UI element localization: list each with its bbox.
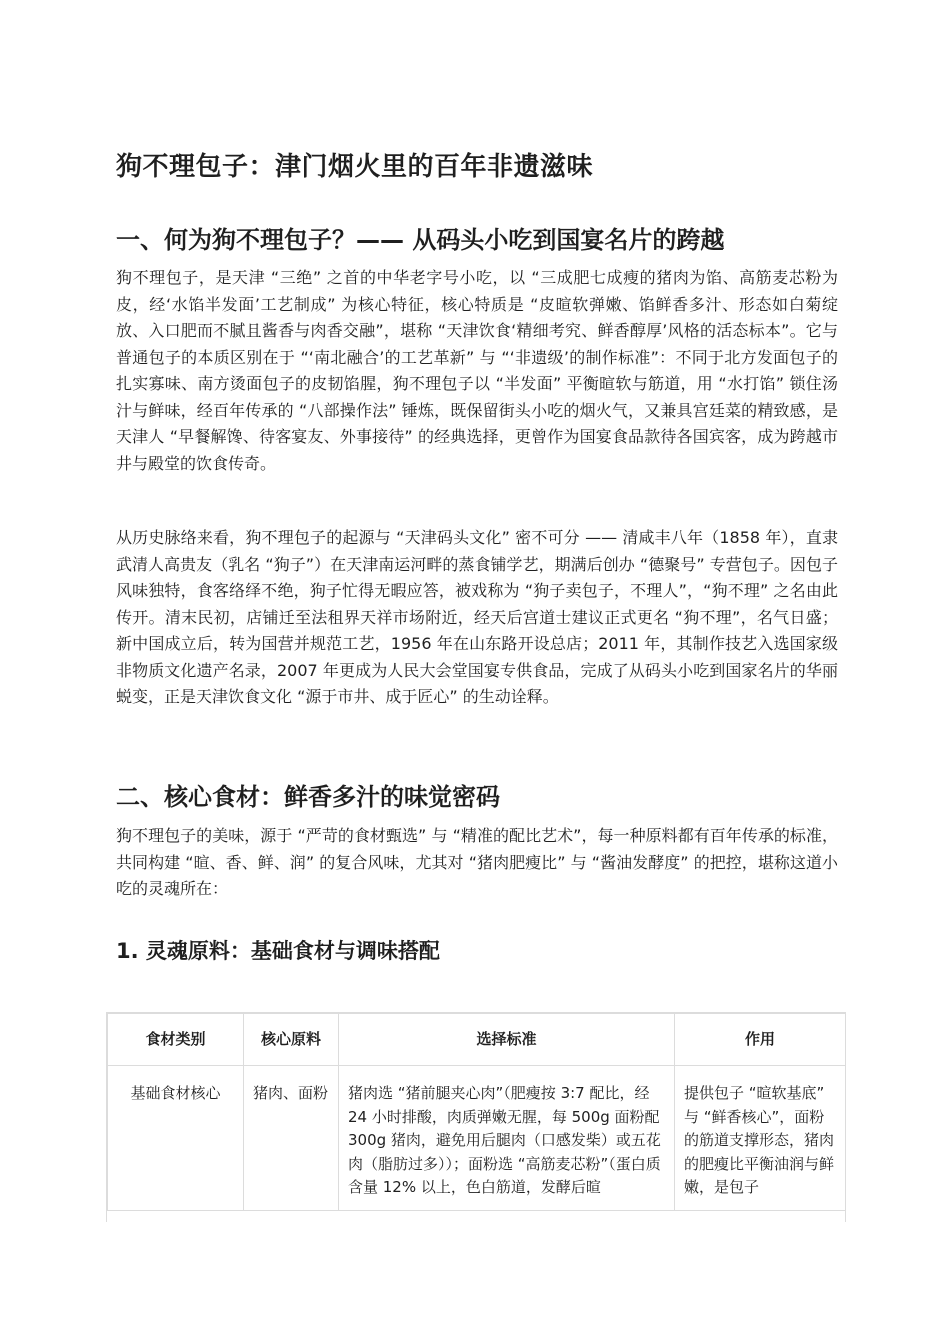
cell-material: 猪肉、面粉 [244, 1066, 339, 1211]
cell-standard: 猪肉选 “猪前腿夹心肉”（肥瘦按 3:7 配比，经 24 小时排酸，肉质弹嫩无腥，每 500g 面粉配 300g 猪肉，避免用后腿肉（口感发柴）或五花肉（脂肪过多））；面粉选 “高筋麦芯粉”（蛋白质含量 12% 以上，色白筋道，发酵后暄 [339, 1066, 675, 1211]
column-header-material: 核心原料 [244, 1014, 339, 1066]
section-2-heading: 二、核心食材：鲜香多汁的味觉密码 [116, 783, 500, 811]
section-1-paragraph-2: 从历史脉络来看，狗不理包子的起源与 “天津码头文化” 密不可分 —— 清咸丰八年（1858 年），直隶武清人高贵友（乳名 “狗子”）在天津南运河畔的蒸食铺学艺，期满后创办 “德聚号” 专营包子。因包子风味独特，食客络绎不绝，狗子忙得无暇应答，被戏称为 “狗子卖包子，不理人”，“狗不理” 之名由此传开。清末民初，店铺迁至法租界天祥市场附近，经天后宫道士建议正式更名 “狗不理”，名气日盛；新中国成立后，转为国营并规范工艺，1956 年在山东路开设总店；2011 年，其制作技艺入选国家级非物质文化遗产名录，2007 年更成为人民大会堂国宴专供食品，完成了从码头小吃到国家名片的华丽蜕变，正是天津饮食文化 “源于市井、成于匠心” 的生动诠释。 [116, 528, 838, 706]
ingredients-table-wrapper [106, 1012, 846, 1222]
section-1-heading: 一、何为狗不理包子？—— 从码头小吃到国宴名片的跨越 [116, 226, 725, 254]
section-1-paragraph-1: 狗不理包子，是天津 “三绝” 之首的中华老字号小吃，以 “三成肥七成瘦的猪肉为馅、高筋麦芯粉为皮，经‘水馅半发面’工艺制成” 为核心特征，核心特质是 “皮暄软弹嫩、馅鲜香多汁、形态如白菊绽放、入口肥而不腻且酱香与肉香交融”，堪称 “天津饮食‘精细考究、鲜香醇厚’风格的活态标本”。它与普通包子的本质区别在于 “‘南北融合’的工艺革新” 与 “‘非遗级’的制作标准”：不同于北方发面包子的扎实寡味、南方烫面包子的皮韧馅腥，狗不理包子以 “半发面” 平衡暄软与筋道，用 “水打馅” 锁住汤汁与鲜味，经百年传承的 “八部操作法” 锤炼，既保留街头小吃的烟火气，又兼具宫廷菜的精致感，是天津人 “早餐解馋、待客宴友、外事接待” 的经典选择，更曾作为国宴食品款待各国宾客，成为跨越市井与殿堂的饮食传奇。 [116, 268, 838, 473]
column-header-category: 食材类别 [108, 1014, 244, 1066]
ingredients-table [107, 1013, 846, 1211]
table-row [108, 1066, 846, 1211]
cell-category: 基础食材核心 [108, 1066, 244, 1211]
section-2-paragraph-1: 狗不理包子的美味，源于 “严苛的食材甄选” 与 “精准的配比艺术”，每一种原料都有百年传承的标准，共同构建 “暄、香、鲜、润” 的复合风味，尤其对 “猪肉肥瘦比” 与 “酱油发酵度” 的把控，堪称这道小吃的灵魂所在： [116, 826, 838, 898]
column-header-effect: 作用 [675, 1014, 846, 1066]
subsection-1-heading: 1. 灵魂原料：基础食材与调味搭配 [116, 939, 440, 963]
cell-effect: 提供包子 “暄软基底” 与 “鲜香核心”，面粉的筋道支撑形态，猪肉的肥瘦比平衡油润与鲜嫩，是包子 [675, 1066, 846, 1211]
table-header-row [108, 1014, 846, 1066]
column-header-standard: 选择标准 [339, 1014, 675, 1066]
document-title: 狗不理包子：津门烟火里的百年非遗滋味 [116, 152, 594, 182]
